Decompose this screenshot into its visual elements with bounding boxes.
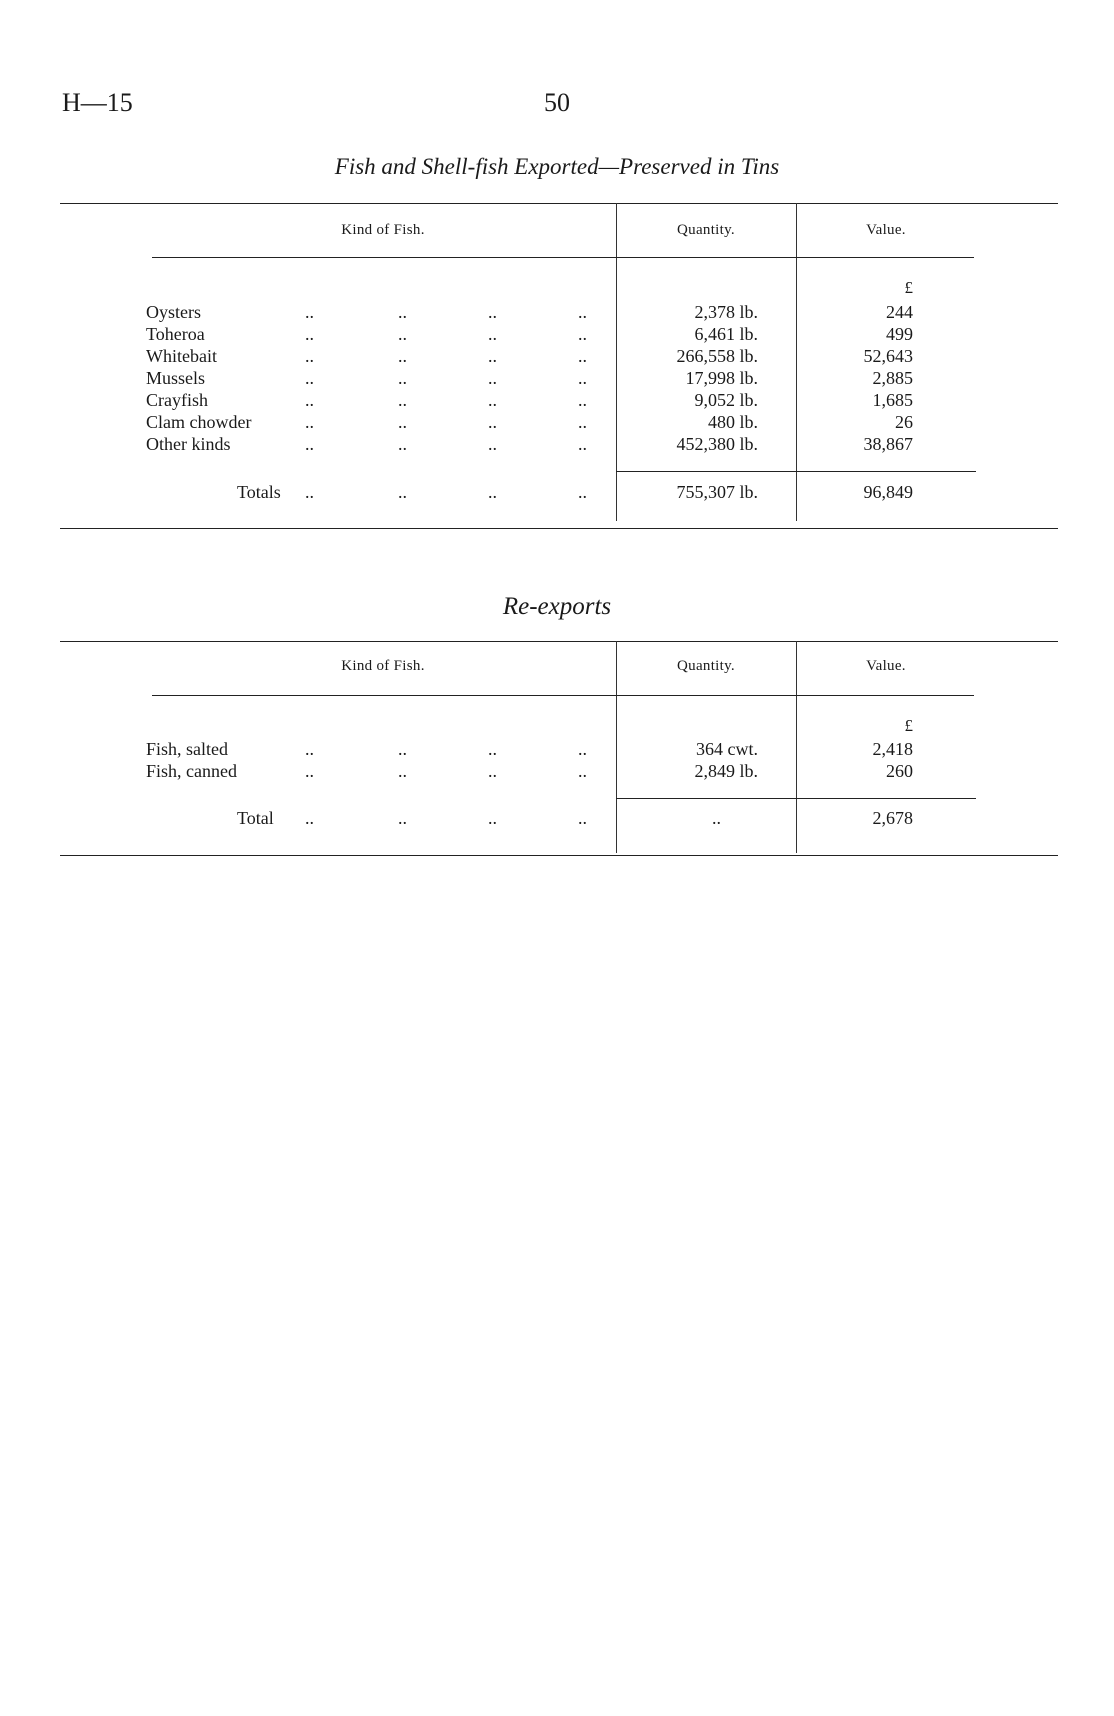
total-quantity: 755,307 lb. xyxy=(676,482,758,502)
row-kind: Crayfish xyxy=(146,390,208,410)
column-header-kind: Kind of Fish. xyxy=(341,222,425,238)
total-rule xyxy=(616,471,976,472)
row-value: 38,867 xyxy=(863,434,913,454)
row-quantity: 17,998 lb. xyxy=(685,368,758,388)
row-value: 52,643 xyxy=(863,346,913,366)
table-bottom-rule xyxy=(60,855,1058,856)
total-row: Total .. .. .. .. .. 2,678 xyxy=(237,808,913,828)
table-row: Fish, salted .. .. .. .. 364 cwt. 2,418 xyxy=(146,739,913,759)
document-code: H—15 xyxy=(62,88,133,117)
row-kind: Whitebait xyxy=(146,346,217,366)
page-number: 50 xyxy=(544,88,570,117)
total-value: 2,678 xyxy=(872,808,913,828)
total-label: Totals xyxy=(237,482,281,502)
row-quantity: 266,558 lb. xyxy=(676,346,758,366)
currency-symbol: £ xyxy=(904,278,913,297)
row-quantity: 6,461 lb. xyxy=(694,324,758,344)
total-rule xyxy=(616,798,976,799)
row-value: 499 xyxy=(886,324,913,344)
row-value: 244 xyxy=(886,302,913,322)
row-quantity: 9,052 lb. xyxy=(694,390,758,410)
total-quantity: .. xyxy=(712,808,721,828)
header-rule xyxy=(152,257,974,258)
header-rule xyxy=(152,695,974,696)
row-kind: Fish, salted xyxy=(146,739,229,759)
column-header-kind: Kind of Fish. xyxy=(341,658,425,674)
table-row: Toheroa .. .. .. .. 6,461 lb. 499 xyxy=(146,324,913,344)
row-kind: Clam chowder xyxy=(146,412,252,432)
row-value: 2,418 xyxy=(872,739,913,759)
row-value: 26 xyxy=(895,412,913,432)
row-quantity: 2,849 lb. xyxy=(694,761,758,781)
row-quantity: 364 cwt. xyxy=(696,739,758,759)
table-row: Oysters .. .. .. .. 2,378 lb. 244 xyxy=(146,302,913,322)
table-row: Whitebait .. .. .. .. 266,558 lb. 52,643 xyxy=(146,346,913,366)
row-value: 2,885 xyxy=(872,368,913,388)
row-kind: Other kinds xyxy=(146,434,231,454)
total-label: Total xyxy=(237,808,274,828)
table-bottom-rule xyxy=(60,528,1058,529)
row-value: 1,685 xyxy=(872,390,913,410)
table-row: Clam chowder .. .. .. .. 480 lb. 26 xyxy=(146,412,913,432)
column-header-quantity: Quantity. xyxy=(677,222,735,238)
row-kind: Toheroa xyxy=(146,324,205,344)
column-header-value: Value. xyxy=(866,222,906,238)
currency-symbol: £ xyxy=(904,716,913,735)
total-value: 96,849 xyxy=(863,482,913,502)
table-row: Crayfish .. .. .. .. 9,052 lb. 1,685 xyxy=(146,390,913,410)
column-header-value: Value. xyxy=(866,658,906,674)
table-row: Other kinds .. .. .. .. 452,380 lb. 38,867 xyxy=(146,434,913,454)
row-kind: Oysters xyxy=(146,302,201,322)
table-top-rule xyxy=(60,203,1058,204)
row-quantity: 452,380 lb. xyxy=(676,434,758,454)
table-row: Fish, canned .. .. .. .. 2,849 lb. 260 xyxy=(146,761,913,781)
row-quantity: 480 lb. xyxy=(707,412,758,432)
table-row: Mussels .. .. .. .. 17,998 lb. 2,885 xyxy=(146,368,913,388)
table-title: Re-exports xyxy=(502,593,612,620)
row-kind: Fish, canned xyxy=(146,761,237,781)
table-title: Fish and Shell-fish Exported—Preserved in Tins xyxy=(334,154,780,179)
row-kind: Mussels xyxy=(146,368,206,388)
total-row: Totals .. .. .. .. 755,307 lb. 96,849 xyxy=(237,482,913,502)
row-quantity: 2,378 lb. xyxy=(694,302,758,322)
row-value: 260 xyxy=(886,761,913,781)
column-header-quantity: Quantity. xyxy=(677,658,735,674)
table-top-rule xyxy=(60,641,1058,642)
